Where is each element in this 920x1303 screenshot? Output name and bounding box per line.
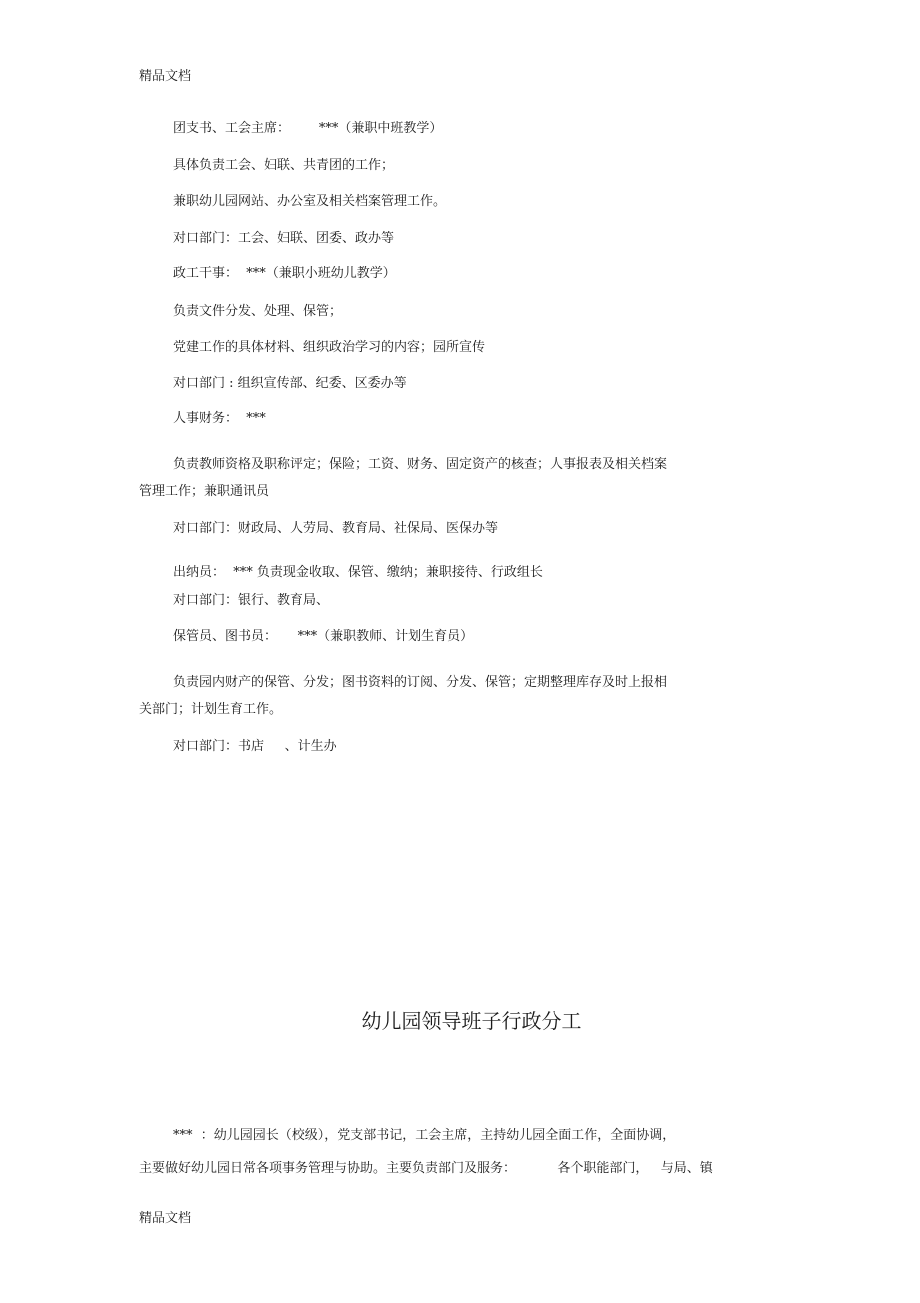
text-line: 具体负责工会、妇联、共青团的工作； xyxy=(173,158,395,173)
text-line: 人事财务： *** xyxy=(173,411,266,426)
page-footer: 精品文档 xyxy=(139,1211,192,1226)
text-line: 出纳员： *** 负责现金收取、保管、缴纳；兼职接待、行政组长 xyxy=(173,565,543,580)
text-line: 负责园内财产的保管、分发；图书资料的订阅、分发、保管；定期整理库存及时上报相 xyxy=(173,675,668,690)
text-line: 主要做好幼儿园日常各项事务管理与协助。主要负责部门及服务： 各个职能部门， 与局、镇 xyxy=(139,1161,713,1176)
text-line: 管理工作；兼职通讯员 xyxy=(139,484,270,499)
text-line: 兼职幼儿园网站、办公室及相关档案管理工作。 xyxy=(173,194,447,209)
text-line: 对口部门：银行、教育局、 xyxy=(173,593,330,608)
page-header: 精品文档 xyxy=(139,69,192,84)
text-line: 对口部门：书店 、计生办 xyxy=(173,739,337,754)
text-line: 对口部门：财政局、人劳局、教育局、社保局、医保办等 xyxy=(173,521,499,536)
text-line: 保管员、图书员： ***（兼职教师、计划生育员） xyxy=(173,629,474,644)
text-line: *** ：幼儿园园长（校级），党支部书记，工会主席，主持幼儿园全面工作，全面协调， xyxy=(173,1128,676,1143)
text-line: 对口部门：工会、妇联、团委、政办等 xyxy=(173,231,395,246)
text-line: 党建工作的具体材料、组织政治学习的内容；园所宣传 xyxy=(173,340,486,355)
text-line: 负责文件分发、处理、保管； xyxy=(173,304,343,319)
text-line: 关部门；计划生育工作。 xyxy=(139,702,283,717)
text-line: 负责教师资格及职称评定；保险；工资、财务、固定资产的核查；人事报表及相关档案 xyxy=(173,457,668,472)
section-title: 幼儿园领导班子行政分工 xyxy=(361,1009,582,1033)
text-line: 政工干事： ***（兼职小班幼儿教学） xyxy=(173,266,396,281)
text-line: 对口部门 : 组织宣传部、纪委、区委办等 xyxy=(173,376,407,391)
text-line: 团支书、工会主席： ***（兼职中班教学） xyxy=(173,121,443,136)
